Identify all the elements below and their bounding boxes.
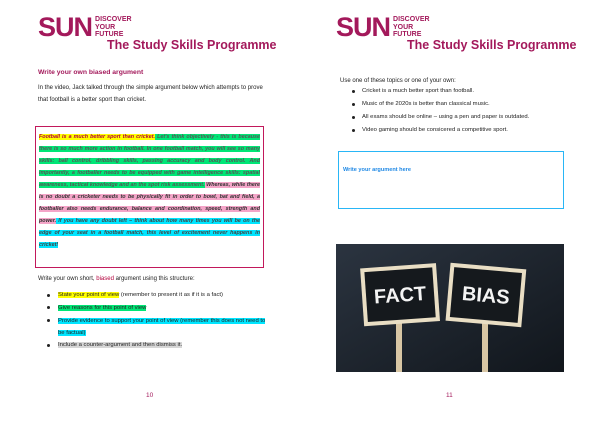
structure-item	[46, 315, 272, 339]
bullet-icon	[47, 294, 50, 297]
structure-intro-biased: biased	[96, 276, 114, 282]
topic-text: Video gaming should be consicered a competitive sport.	[362, 127, 508, 133]
topic-item	[352, 126, 572, 134]
logo-line-2: YOUR	[393, 23, 414, 31]
fact-sign-text: FACT	[373, 282, 427, 309]
argument-text	[39, 131, 260, 251]
fact-sign	[360, 263, 440, 326]
logo-tagline	[95, 16, 132, 38]
structure-item-text: Give reasons for this point of view	[58, 304, 147, 311]
fact-bias-illustration	[336, 244, 564, 372]
logo-line-2: YOUR	[95, 23, 116, 31]
bullet-icon	[47, 306, 50, 309]
bullet-icon	[352, 103, 355, 106]
bullet-icon	[47, 319, 50, 322]
section-heading: Write your own biased argument	[38, 69, 144, 76]
bullet-icon	[47, 344, 50, 347]
write-argument-label: Write your argument here	[343, 167, 411, 173]
structure-intro-c: argument using this structure:	[113, 276, 195, 282]
topic-text: Music of the 2020s is better than classical music.	[362, 101, 490, 107]
fact-bias-photo	[336, 244, 564, 372]
argument-reasons: Let's think objectively - this is because there is so much more action in football. In one football match, you will see so many skills: ball control, dribbling skills, passing accuracy and body control. And importantly, a footballer needs to be equipped with game intelligence skills: spatial awareness, tactical knowledge and an the spot risk assessment.	[39, 134, 261, 188]
topics-list	[352, 87, 572, 139]
sun-logo	[38, 14, 132, 41]
topic-item	[352, 113, 572, 121]
bullet-icon	[352, 90, 355, 93]
logo-line-1: DISCOVER	[393, 16, 430, 24]
intro-paragraph: In the video, Jack talked through the simple argument below which attempts to prove that football is a better sport than cricket.	[38, 85, 263, 103]
logo-line-3: FUTURE	[393, 31, 422, 39]
structure-intro	[38, 273, 195, 285]
bullet-icon	[352, 129, 355, 132]
structure-item	[46, 289, 272, 301]
header-title: The Study Skills Programme	[107, 38, 277, 52]
bullet-icon	[352, 116, 355, 119]
logo-line-1: DISCOVER	[95, 16, 132, 24]
structure-list	[46, 289, 272, 352]
logo-line-3: FUTURE	[95, 31, 124, 39]
structure-item-highlight: State your point of view	[58, 292, 120, 298]
page-number: 11	[446, 392, 453, 399]
logo-mark: SUN	[336, 12, 391, 42]
bias-sign	[446, 263, 527, 327]
page-number: 10	[146, 392, 154, 399]
argument-counter: Whereas, while there is no doubt a cricketer needs to be physically fit in order to bowl, bat and field, a footballer also needs endurance, balance and coordination, speed, strength and power.	[39, 182, 260, 224]
bias-sign-text: BIAS	[461, 282, 511, 310]
sign-post-left	[396, 322, 402, 372]
structure-item	[46, 339, 272, 351]
topic-text: All exams should be online – using a pen and paper is outdated.	[362, 114, 530, 120]
sign-post-right	[482, 322, 488, 372]
argument-point-of-view: Football is a much better sport than cricket.	[39, 134, 155, 140]
structure-item-text: Include a counter-argument and then dismiss it.	[58, 342, 183, 349]
structure-intro-a: Write your own short,	[38, 276, 97, 282]
sun-logo	[336, 14, 430, 41]
logo-mark: SUN	[38, 12, 93, 42]
topic-item	[352, 100, 572, 108]
logo-tagline	[393, 16, 430, 38]
write-argument-box[interactable]	[338, 151, 564, 209]
structure-item-rest: (remember to present it as if it is a fact)	[119, 292, 224, 298]
structure-item-text: Provide evidence to support your point of view (remember this does not need to be factual)	[58, 317, 266, 336]
structure-item	[46, 302, 272, 314]
header-title: The Study Skills Programme	[407, 38, 577, 52]
argument-box	[35, 126, 264, 268]
topic-item	[352, 87, 572, 95]
topics-intro: Use one of these topics or one of your own:	[340, 78, 456, 84]
topic-text: Cricket is a much better sport than football.	[362, 88, 474, 94]
argument-evidence: If you have any doubt left – think about how many times you will be on the edge of your seat in a football match, this level of excitement never happens in cricket!	[39, 218, 260, 248]
